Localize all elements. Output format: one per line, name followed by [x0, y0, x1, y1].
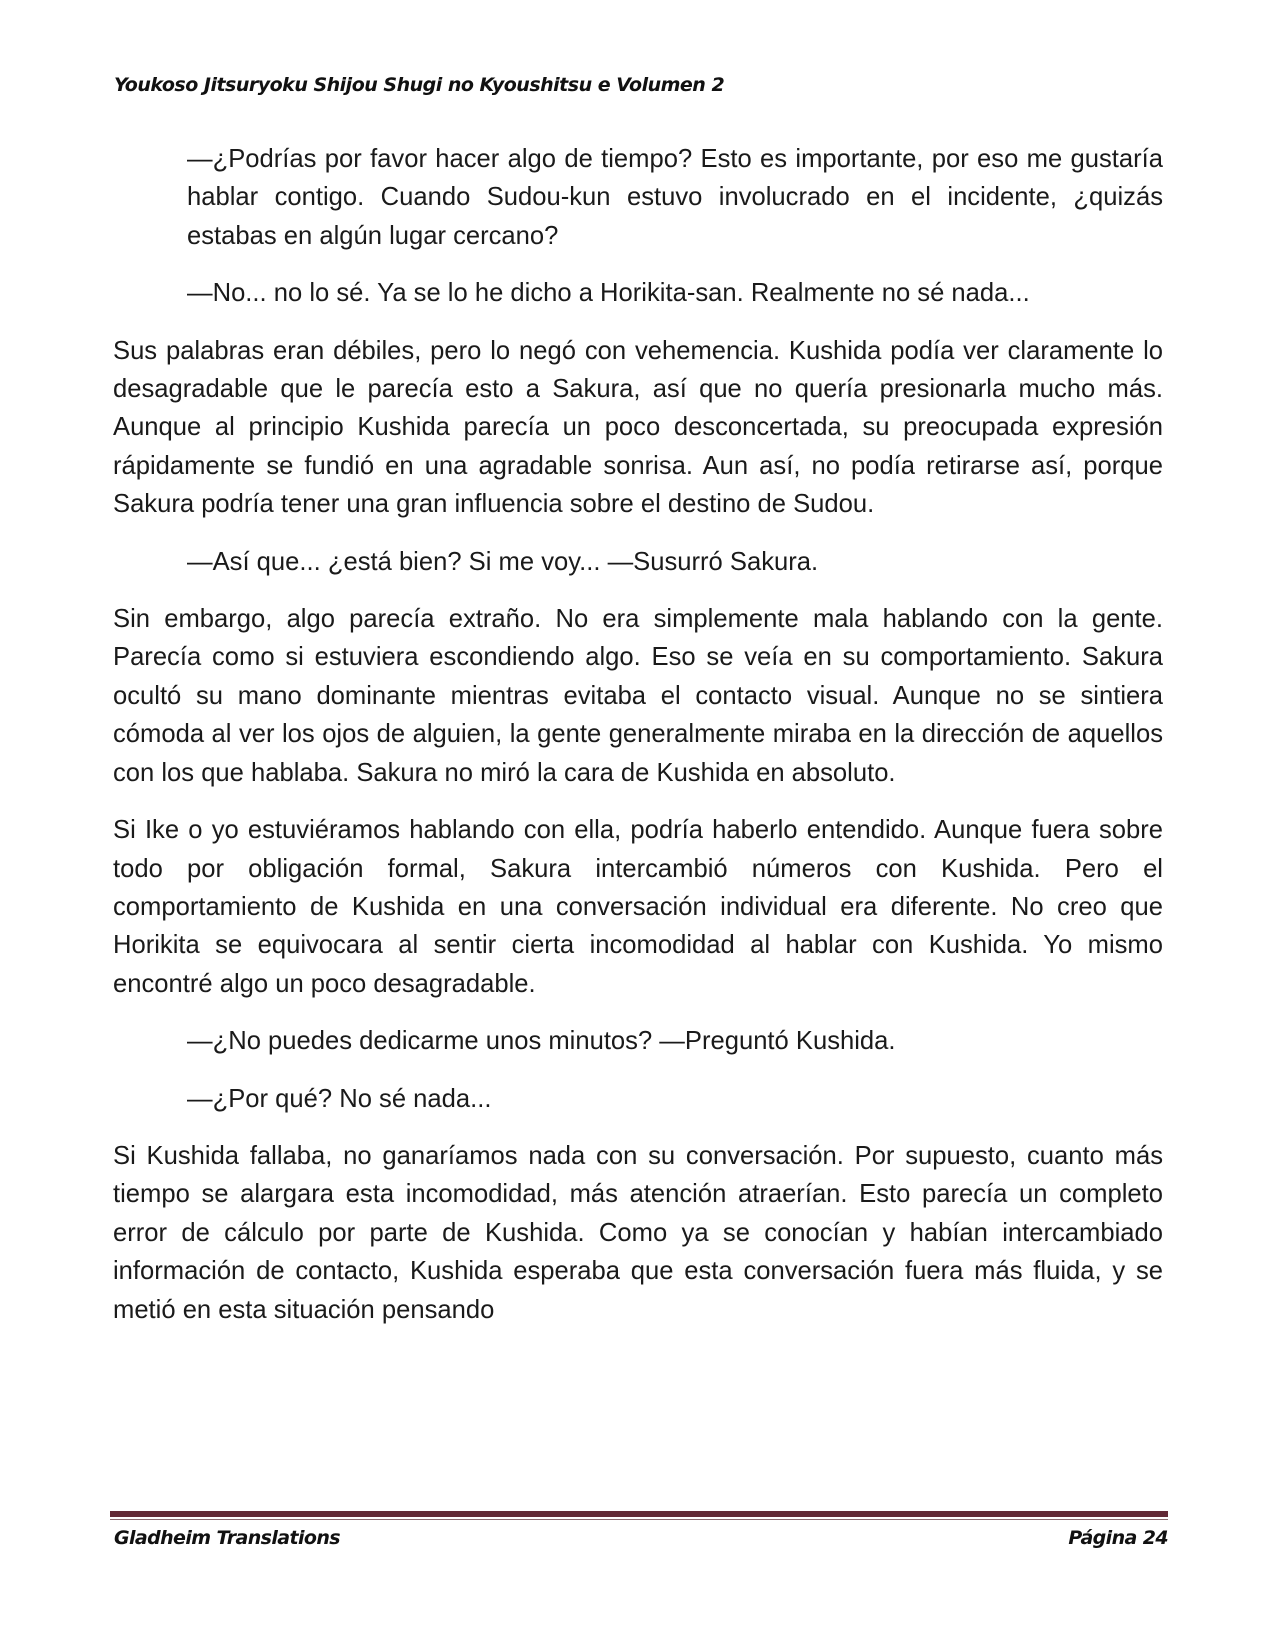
- dialogue-paragraph: —No... no lo sé. Ya se lo he dicho a Horikita-san. Realmente no sé nada...: [187, 279, 1030, 308]
- running-header: Youkoso Jitsuryoku Shijou Shugi no Kyoushitsu e Volumen 2: [114, 74, 725, 96]
- page-body: [113, 140, 1163, 1348]
- narrative-paragraph: Sus palabras eran débiles, pero lo negó con vehemencia. Kushida podía ver claramente lo desagradable que le parecía esto a Sakura, así que no quería presionarla mucho más. Aunque al principio Kushida parecía un poco desconcertada, su preocupada expresión rápidamente se fundió en una agradable sonrisa. Aun así, no podía retirarse así, porque Sakura podría tener una gran influencia sobre el destino de Sudou.: [113, 336, 1163, 519]
- footer-rule-thick: [110, 1511, 1168, 1517]
- dialogue-paragraph: —¿Podrías por favor hacer algo de tiempo? Esto es importante, por eso me gustaría hablar contigo. Cuando Sudou-kun estuvo involucrado en el incidente, ¿quizás estabas en algún lugar cercano?: [187, 145, 1163, 250]
- translator-credit: Gladheim Translations: [114, 1527, 340, 1549]
- dialogue-paragraph: —¿Por qué? No sé nada...: [187, 1084, 492, 1113]
- page-number: Página 24: [1068, 1527, 1168, 1549]
- dialogue-paragraph: —Así que... ¿está bien? Si me voy... —Susurró Sakura.: [187, 547, 819, 576]
- narrative-paragraph: Sin embargo, algo parecía extraño. No era simplemente mala hablando con la gente. Parecía como si estuviera escondiendo algo. Eso se veía en su comportamiento. Sakura ocultó su mano dominante mientras evitaba el contacto visual. Aunque no se sintiera cómoda al ver los ojos de alguien, la gente generalmente miraba en la dirección de aquellos con los que hablaba. Sakura no miró la cara de Kushida en absoluto.: [113, 605, 1163, 787]
- footer-rule-thin: [110, 1519, 1168, 1520]
- narrative-paragraph: Si Ike o yo estuviéramos hablando con ella, podría haberlo entendido. Aunque fuera sobre todo por obligación formal, Sakura intercambió números con Kushida. Pero el comportamiento de Kushida en una conversación individual era diferente. No creo que Horikita se equivocara al sentir cierta incomodidad al hablar con Kushida. Yo mismo encontré algo un poco desagradable.: [113, 816, 1163, 998]
- narrative-paragraph: Si Kushida fallaba, no ganaríamos nada con su conversación. Por supuesto, cuanto más tiempo se alargara esta incomodidad, más atención atraerían. Esto parecía un completo error de cálculo por parte de Kushida. Como ya se conocían y habían intercambiado información de contacto, Kushida esperaba que esta conversación fuera más fluida, y se metió en esta situación pensando: [113, 1141, 1163, 1324]
- dialogue-paragraph: —¿No puedes dedicarme unos minutos? —Preguntó Kushida.: [187, 1027, 896, 1056]
- page-footer: [114, 1527, 1168, 1549]
